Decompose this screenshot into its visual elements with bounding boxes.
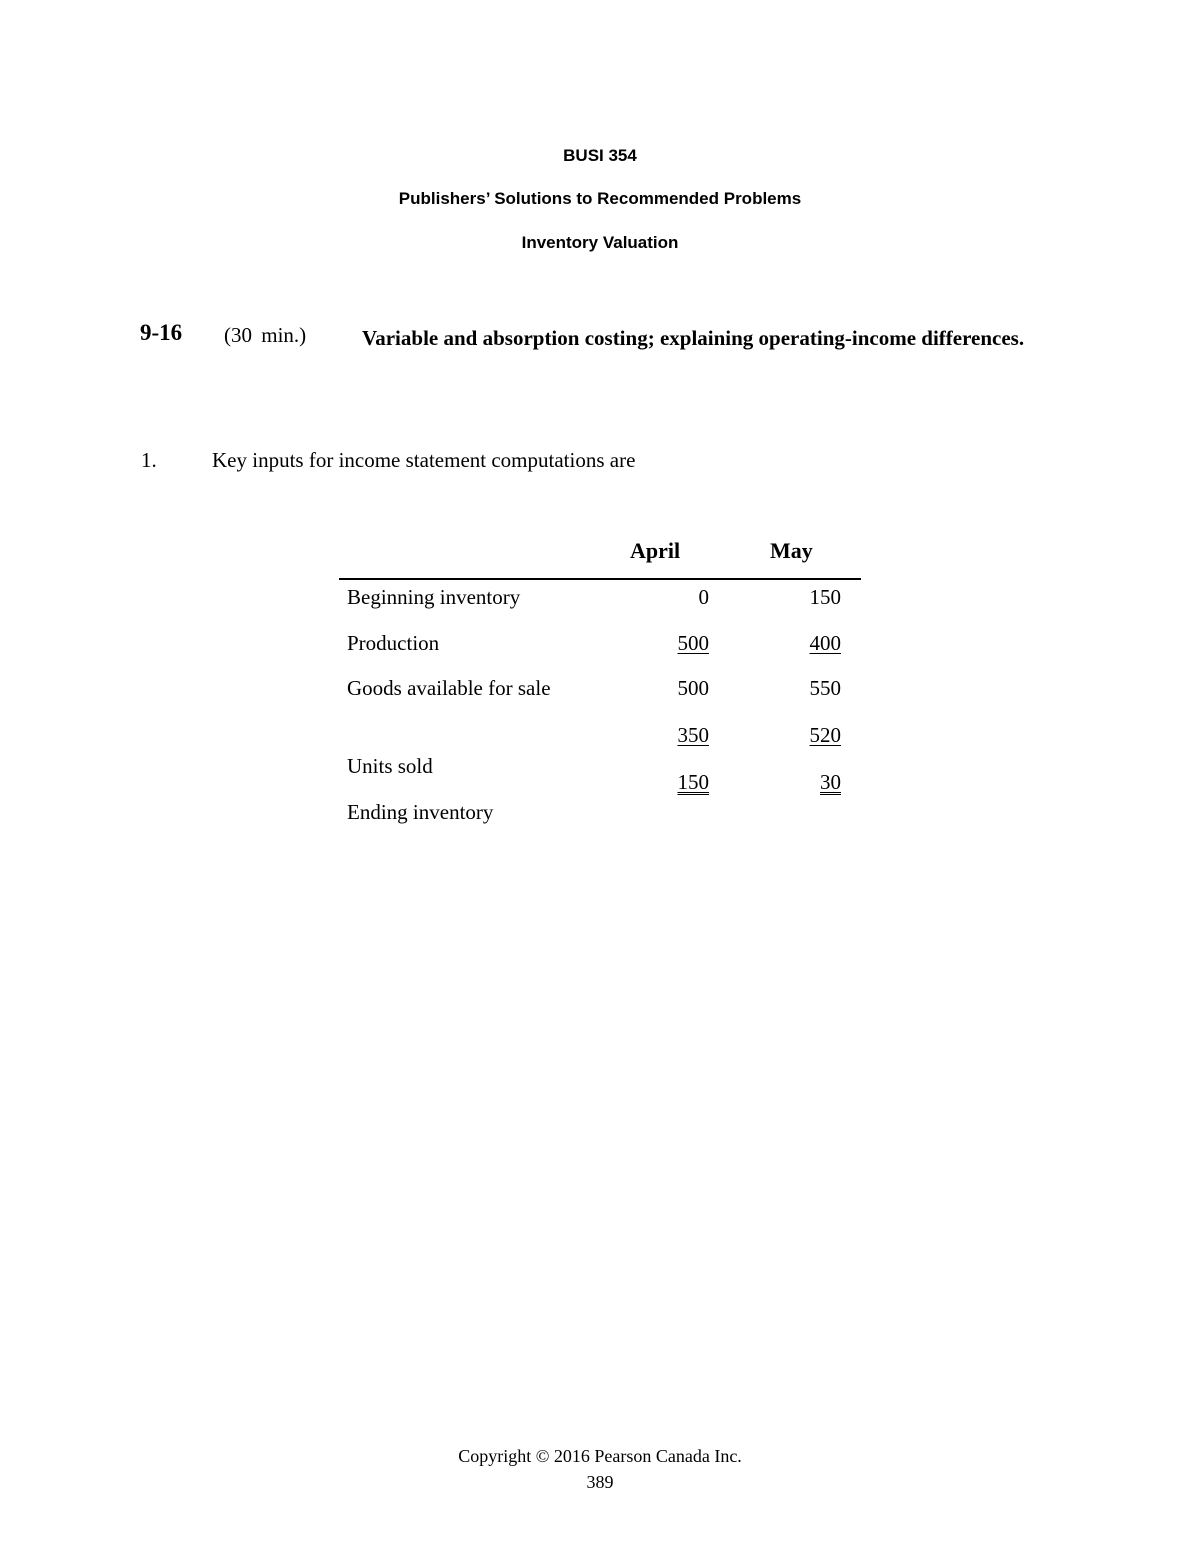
cell-may-beginning-inventory: 150 [809,585,841,609]
cell-may-production: 400 [809,631,841,655]
cell-may-units-sold: 520 [809,723,841,747]
row-label-goods-available: Goods available for sale [347,676,551,700]
column-header-april: April [630,538,681,563]
problem-time: (30 min.) [224,323,307,347]
topic-title: Inventory Valuation [521,233,679,252]
problem-title: Variable and absorption costing; explaining operating-income differences. [362,326,1025,350]
copyright-notice: Copyright © 2016 Pearson Canada Inc. [458,1446,742,1466]
row-label-ending-inventory: Ending inventory [347,800,494,824]
document-subtitle: Publishers’ Solutions to Recommended Problems [398,189,802,208]
table-header-rule [339,578,861,580]
cell-may-ending-inventory: 30 [820,770,841,794]
cell-april-beginning-inventory: 0 [698,585,709,609]
row-label-beginning-inventory: Beginning inventory [347,585,521,609]
cell-may-goods-available: 550 [809,676,841,700]
row-label-production: Production [347,631,440,655]
problem-number: 9-16 [140,320,183,345]
course-code: BUSI 354 [563,146,637,165]
cell-april-units-sold: 350 [677,723,709,747]
column-header-may: May [770,538,813,563]
row-label-units-sold: Units sold [347,754,433,778]
cell-april-ending-inventory: 150 [677,770,709,794]
item-text: Key inputs for income statement computations are [212,448,636,472]
item-number: 1. [141,448,157,472]
page-number: 389 [586,1472,614,1492]
cell-april-production: 500 [677,631,709,655]
cell-april-goods-available: 500 [677,676,709,700]
